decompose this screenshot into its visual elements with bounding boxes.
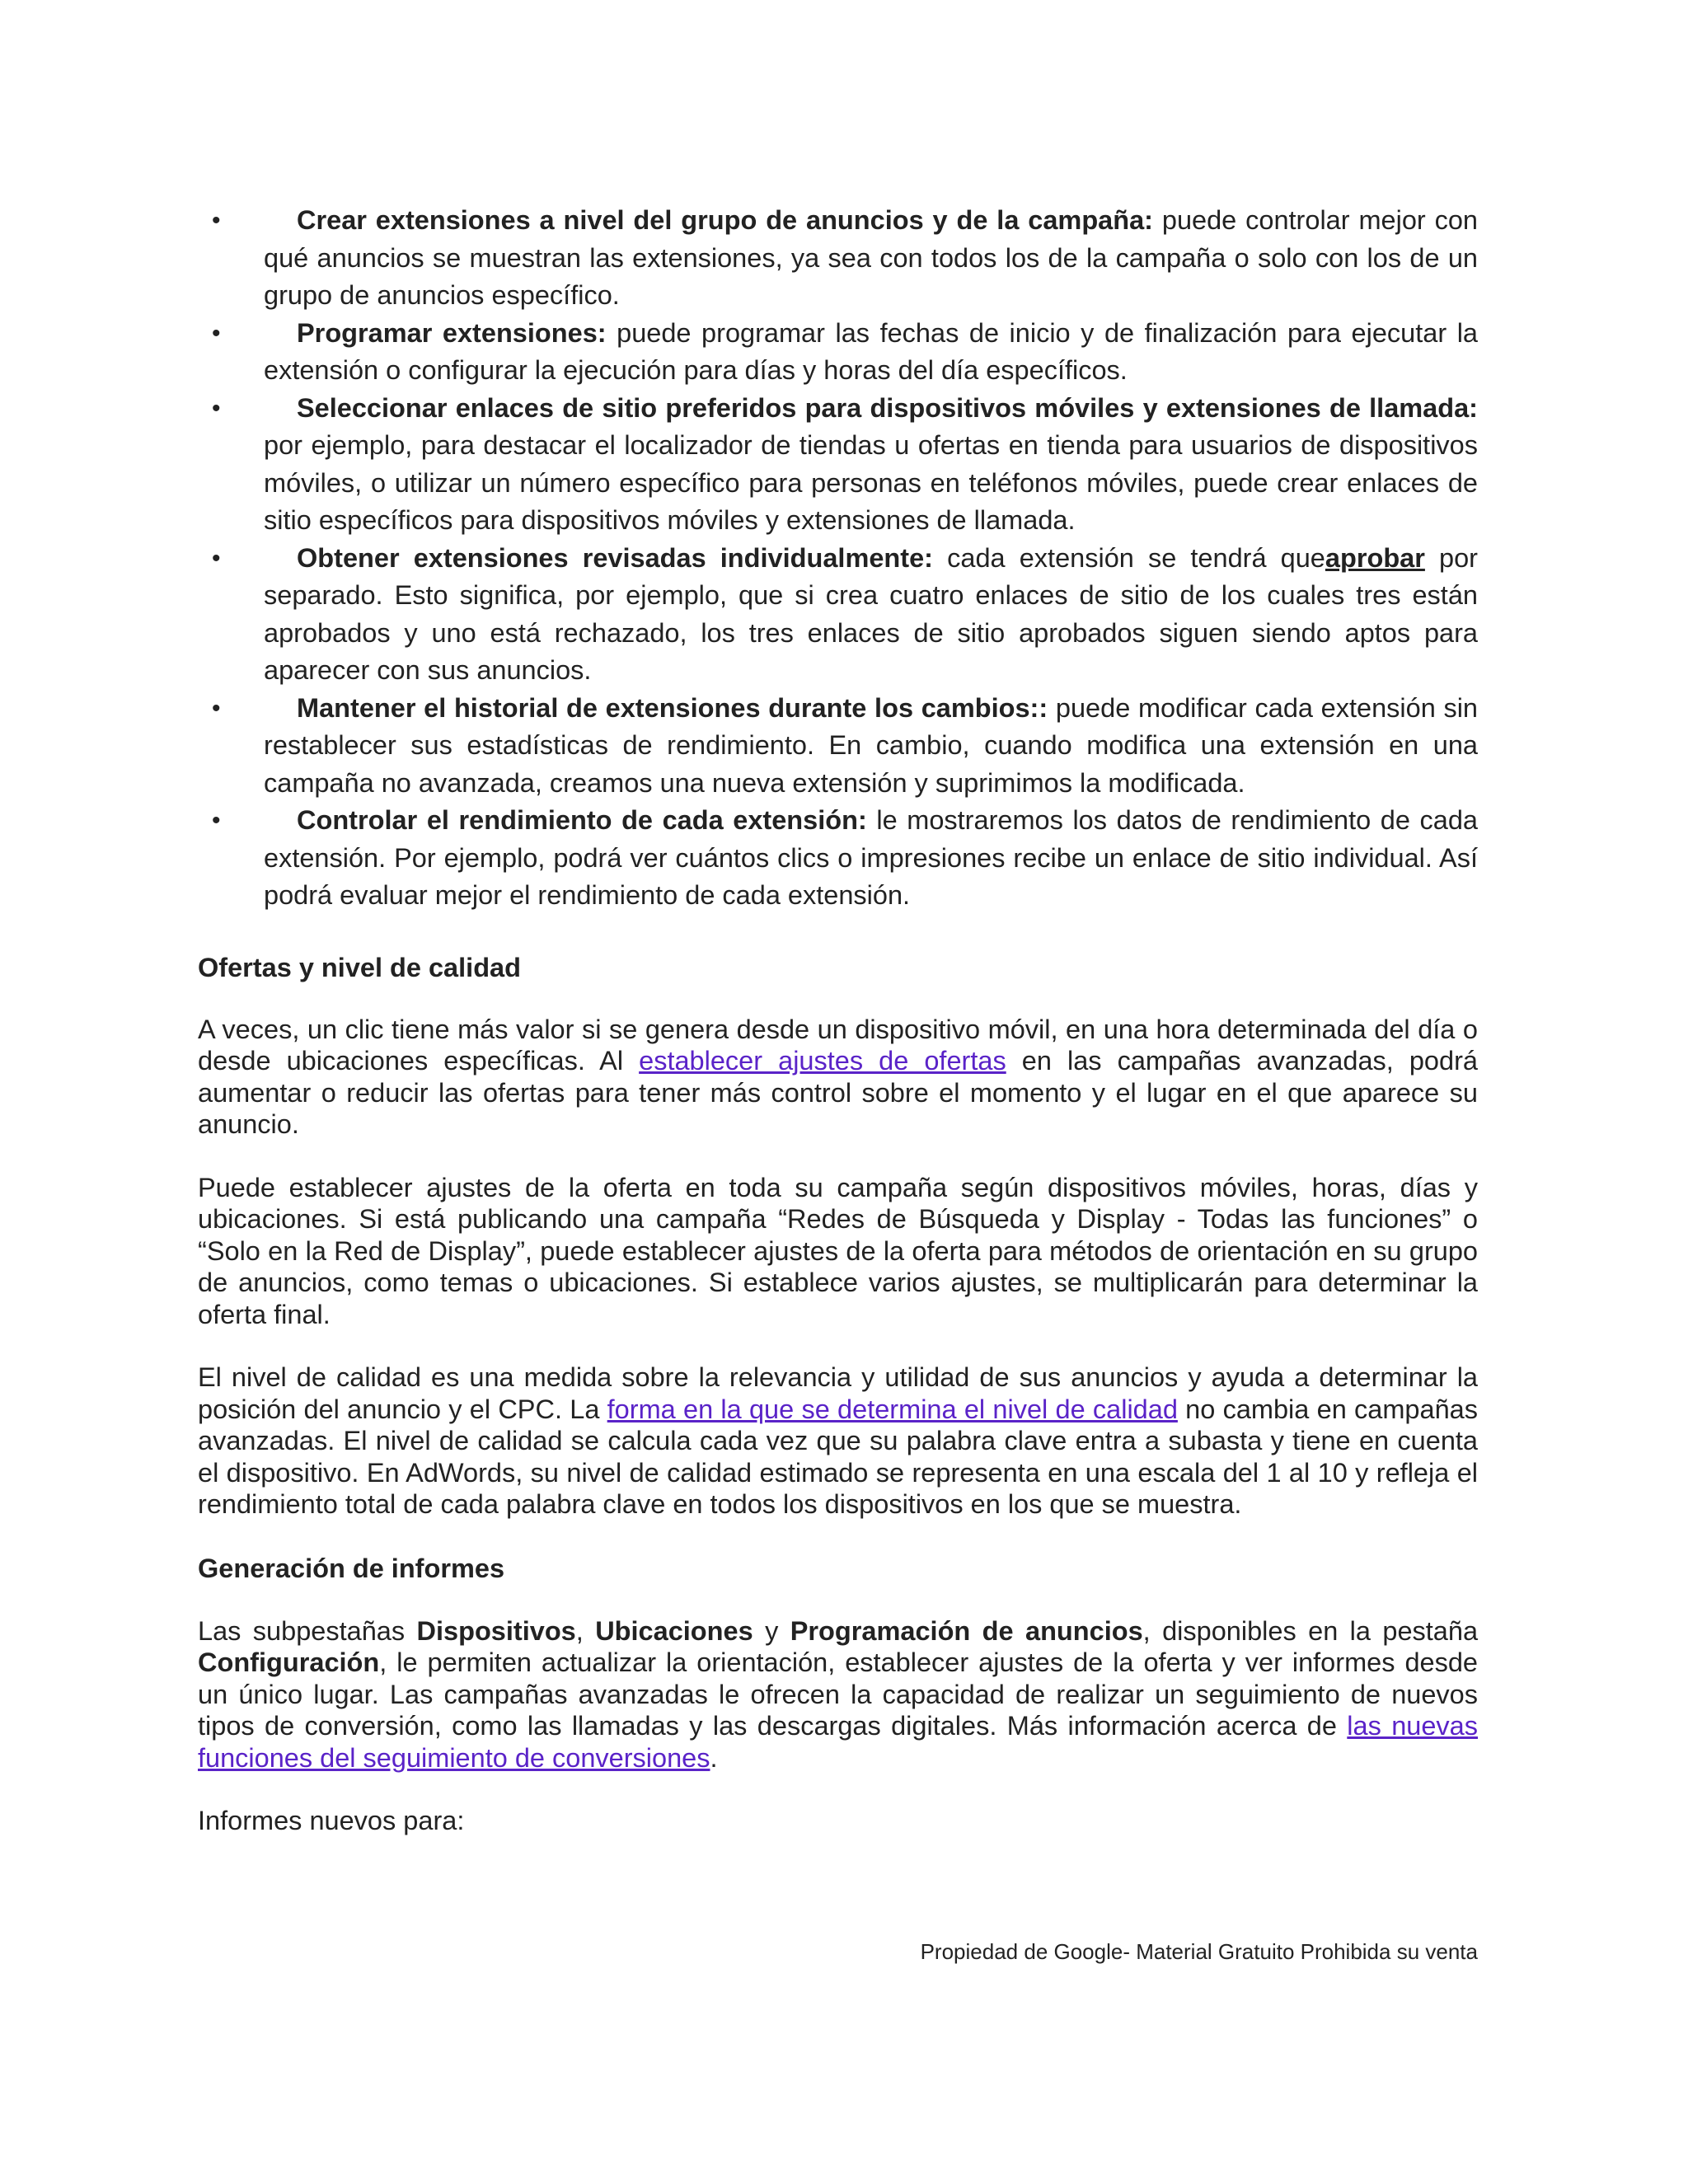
section-heading-ofertas: Ofertas y nivel de calidad	[198, 952, 521, 982]
bullet-text-continued: por separado. Esto significa, por ejemplo, que si crea cuatro enlaces de sitio de los cuales tres están aprobados y uno está rechazado, los tres enlaces de sitio aprobados siguen siendo aptos para aparecer con sus anuncios.	[264, 542, 1478, 685]
bullet-icon: •	[212, 207, 221, 234]
bold-term-programacion: Programación de anuncios	[790, 1615, 1143, 1646]
list-item	[198, 315, 1478, 390]
paragraph-text: no cambia en campañas avanzadas. El nivel de calidad se calcula cada vez que su palabra clave entra a subasta y tiene en cuenta el dispositivo. En AdWords, su nivel de calidad estimado se representa en una escala del 1 al 10 y refleja el rendimiento total de cada palabra clave en todos los dispositivos en los que se muestra.	[198, 1394, 1478, 1519]
bullet-text: puede modificar cada extensión sin restablecer sus estadísticas de rendimiento. En cambio, cuando modifica una extensión en una campaña no avanzada, creamos una nueva extensión y suprimimos la modificada.	[264, 692, 1479, 798]
paragraph-text: El nivel de calidad es una medida sobre la relevancia y utilidad de sus anuncios y ayuda a determinar la posición del anuncio y el CPC. La	[198, 1362, 1478, 1424]
list-item	[198, 690, 1478, 803]
bullet-title: Mantener el historial de extensiones durante los cambios::	[297, 692, 1048, 723]
page-footer: Propiedad de Google- Material Gratuito Prohibida su venta	[920, 1939, 1478, 1964]
list-item	[198, 390, 1478, 540]
feature-list	[198, 202, 1478, 915]
bullet-text: puede controlar mejor con qué anuncios se muestran las extensiones, ya sea con todos los de la campaña o solo con los de un grupo de anuncios específico.	[264, 205, 1478, 310]
link-nivel-de-calidad[interactable]: forma en la que se determina el nivel de calidad	[607, 1394, 1178, 1424]
bullet-text: puede programar las fechas de inicio y de finalización para ejecutar la extensión o configurar la ejecución para días y horas del día específicos.	[264, 317, 1478, 385]
link-establecer-ajustes-de-ofertas[interactable]: establecer ajustes de ofertas	[639, 1046, 1006, 1076]
bullet-icon: •	[212, 319, 221, 347]
paragraph-informes-nuevos: Informes nuevos para:	[198, 1806, 465, 1835]
bold-term-ubicaciones: Ubicaciones	[595, 1615, 753, 1646]
paragraph-text: , le permiten actualizar la orientación, establecer ajustes de la oferta y ver informes desde un único lugar. Las campañas avanzadas le ofrecen la capacidad de realizar un seguimiento de nuevos tipos de conversión, como las llamadas y las descargas digitales. Más información acerca de	[198, 1647, 1478, 1741]
bullet-title: Programar extensiones:	[297, 317, 607, 348]
list-item	[198, 802, 1478, 915]
bullet-text: cada extensión se tendrá que	[933, 542, 1325, 573]
bold-term-dispositivos: Dispositivos	[416, 1615, 576, 1646]
paragraph-informes	[198, 1615, 1478, 1774]
paragraph-text: ,	[575, 1615, 596, 1646]
paragraph-text: en las campañas avanzadas, podrá aumentar o reducir las ofertas para tener más control sobre el momento y el lugar en el que aparece su anuncio.	[198, 1046, 1478, 1139]
paragraph-ofertas-1	[198, 1014, 1478, 1141]
paragraph-text: , disponibles en la pestaña	[1142, 1615, 1479, 1646]
bullet-icon: •	[212, 807, 221, 834]
paragraph-nivel-de-calidad	[198, 1361, 1478, 1521]
bullet-icon: •	[212, 544, 221, 572]
paragraph-text: y	[753, 1615, 790, 1646]
bullet-title: Seleccionar enlaces de sitio preferidos para dispositivos móviles y extensiones de llamada:	[297, 392, 1478, 423]
document-body	[198, 202, 1478, 1837]
paragraph-text: A veces, un clic tiene más valor si se genera desde un dispositivo móvil, en una hora determinada del día o desde ubicaciones específicas. Al	[198, 1014, 1478, 1076]
bullet-text: por ejemplo, para destacar el localizador de tiendas u ofertas en tienda para usuarios de dispositivos móviles, o utilizar un número específico para personas en teléfonos móviles, puede crear enlaces de sitio específicos para dispositivos móviles y extensiones de llamada.	[264, 430, 1478, 535]
paragraph-ofertas-2: Puede establecer ajustes de la oferta en toda su campaña según dispositivos móviles, horas, días y ubicaciones. Si está publicando una campaña “Redes de Búsqueda y Display - Todas las funciones” o “Solo en la Red de Display”, puede establecer ajustes de la oferta para métodos de orientación en su grupo de anuncios, como temas o ubicaciones. Si establece varios ajustes, se multiplicarán para determinar la oferta final.	[198, 1172, 1478, 1329]
bullet-title: Controlar el rendimiento de cada extensión:	[297, 805, 867, 835]
bullet-title: Crear extensiones a nivel del grupo de anuncios y de la campaña:	[297, 205, 1153, 235]
bold-term-configuracion: Configuración	[198, 1647, 380, 1677]
paragraph-text: .	[710, 1742, 718, 1773]
bullet-text: le mostraremos los datos de rendimiento de cada extensión. Por ejemplo, podrá ver cuántos clics o impresiones recibe un enlace de sitio individual. Así podrá evaluar mejor el rendimiento de cada extensión.	[264, 805, 1479, 910]
bullet-icon: •	[212, 694, 221, 722]
bullet-icon: •	[212, 394, 221, 422]
emphasized-word: aprobar	[1325, 542, 1425, 573]
link-seguimiento-de-conversiones[interactable]: las nuevas funciones del seguimiento de conversiones	[198, 1711, 1479, 1773]
paragraph-text: Las subpestañas	[198, 1615, 417, 1646]
bullet-title: Obtener extensiones revisadas individualmente:	[297, 542, 934, 573]
list-item	[198, 202, 1478, 315]
list-item	[198, 540, 1478, 690]
section-heading-informes: Generación de informes	[198, 1553, 505, 1583]
